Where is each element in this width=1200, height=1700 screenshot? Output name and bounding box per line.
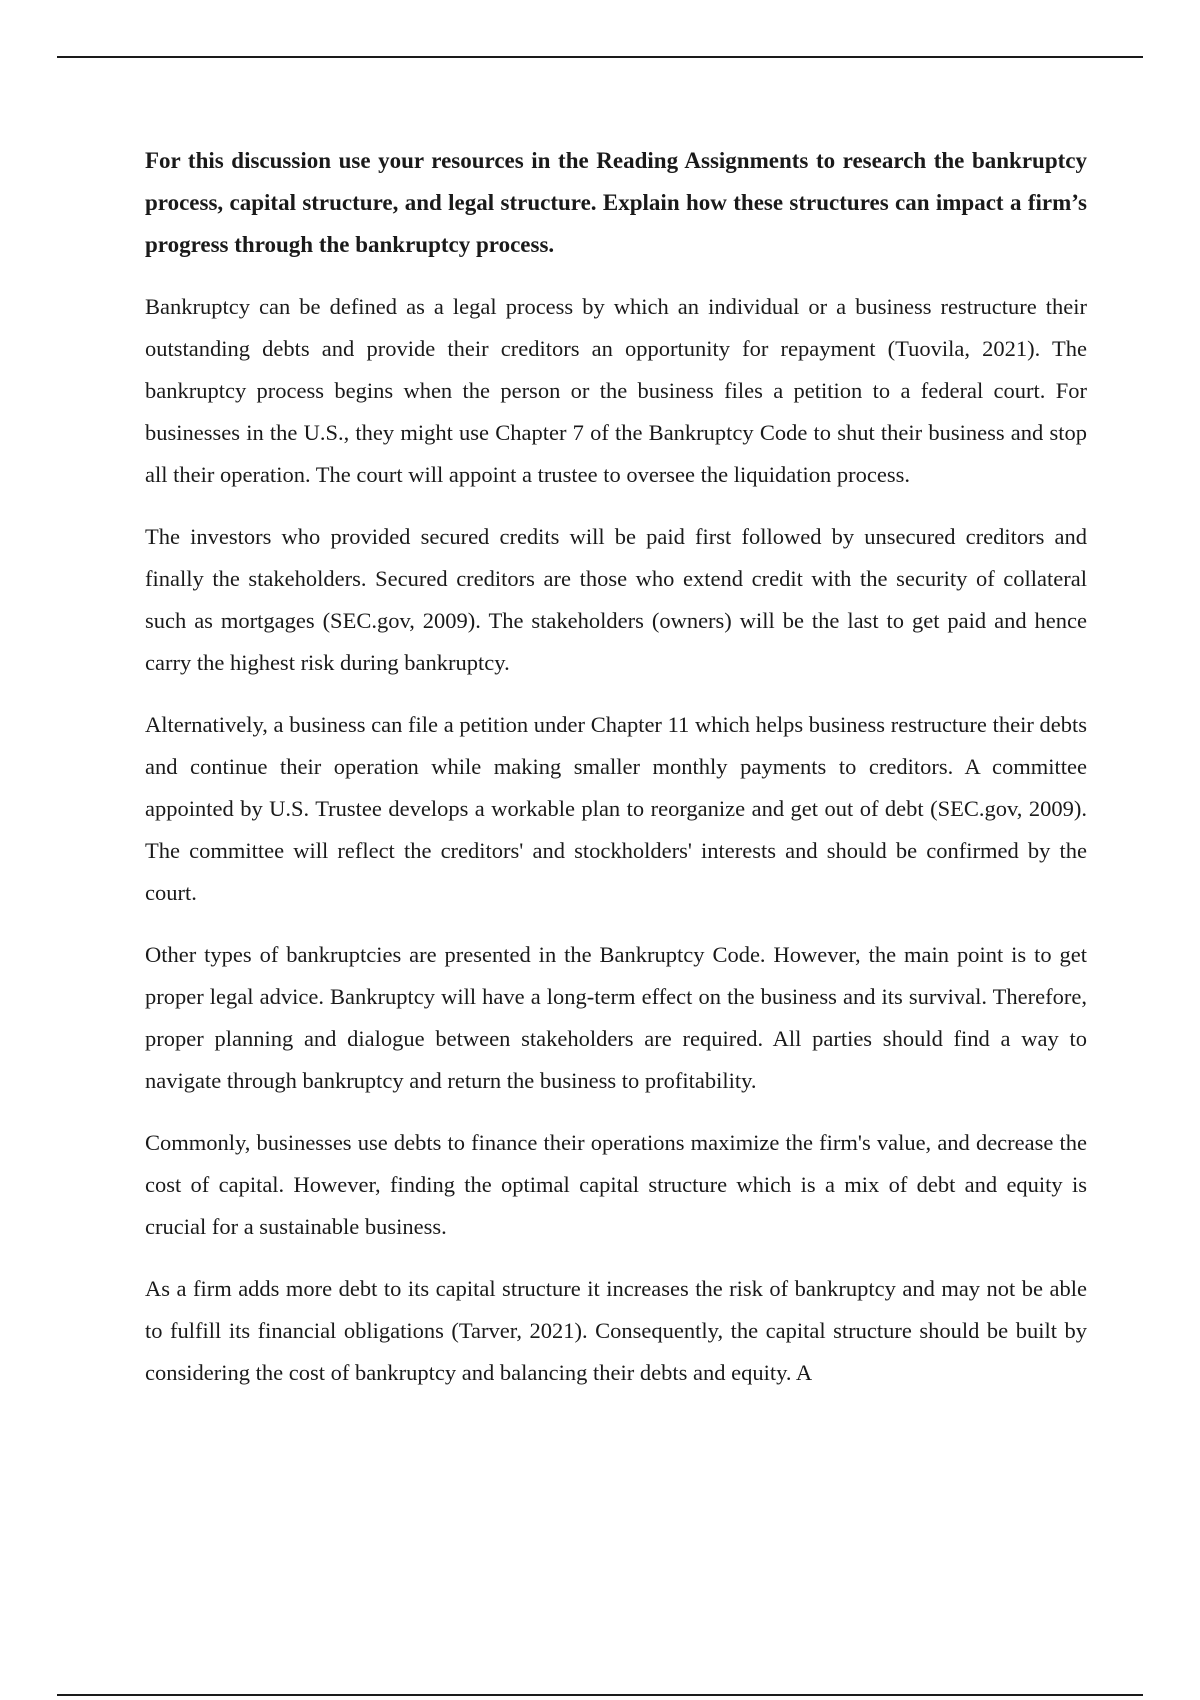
header-rule	[57, 56, 1143, 58]
paragraph-bankruptcy-definition: Bankruptcy can be defined as a legal process by which an individual or a business restructure their outstanding debts and provide their creditors an opportunity for repayment (Tuovila, 2021). The bankruptcy process begins when the person or the business files a petition to a federal court. For businesses in the U.S., they might use Chapter 7 of the Bankruptcy Code to shut their business and stop all their operation. The court will appoint a trustee to oversee the liquidation process.	[145, 294, 1087, 487]
paragraph-chapter-11: Alternatively, a business can file a petition under Chapter 11 which helps business restructure their debts and continue their operation while making smaller monthly payments to creditors. A committee appointed by U.S. Trustee develops a workable plan to reorganize and get out of debt (SEC.gov, 2009). The committee will reflect the creditors' and stockholders' interests and should be confirmed by the court.	[145, 712, 1087, 905]
paragraph-capital-structure: Commonly, businesses use debts to finance their operations maximize the firm's value, and decrease the cost of capital. However, finding the optimal capital structure which is a mix of debt and equity is crucial for a sustainable business.	[145, 1130, 1087, 1239]
discussion-prompt: For this discussion use your resources in the Reading Assignments to research the bankruptcy process, capital structure, and legal structure. Explain how these structures can impact a firm’s progress through the bankruptcy process.	[145, 148, 1087, 257]
document-body	[145, 140, 1087, 1414]
paragraph-legal-advice: Other types of bankruptcies are presented in the Bankruptcy Code. However, the main point is to get proper legal advice. Bankruptcy will have a long-term effect on the business and its survival. Therefore, proper planning and dialogue between stakeholders are required. All parties should find a way to navigate through bankruptcy and return the business to profitability.	[145, 942, 1087, 1093]
paragraph-debt-risk: As a firm adds more debt to its capital structure it increases the risk of bankruptcy and may not be able to fulfill its financial obligations (Tarver, 2021). Consequently, the capital structure should be built by considering the cost of bankruptcy and balancing their debts and equity. A	[145, 1276, 1087, 1385]
footer-rule	[57, 1694, 1143, 1696]
paragraph-creditor-priority: The investors who provided secured credits will be paid first followed by unsecured creditors and finally the stakeholders. Secured creditors are those who extend credit with the security of collateral such as mortgages (SEC.gov, 2009). The stakeholders (owners) will be the last to get paid and hence carry the highest risk during bankruptcy.	[145, 524, 1087, 675]
